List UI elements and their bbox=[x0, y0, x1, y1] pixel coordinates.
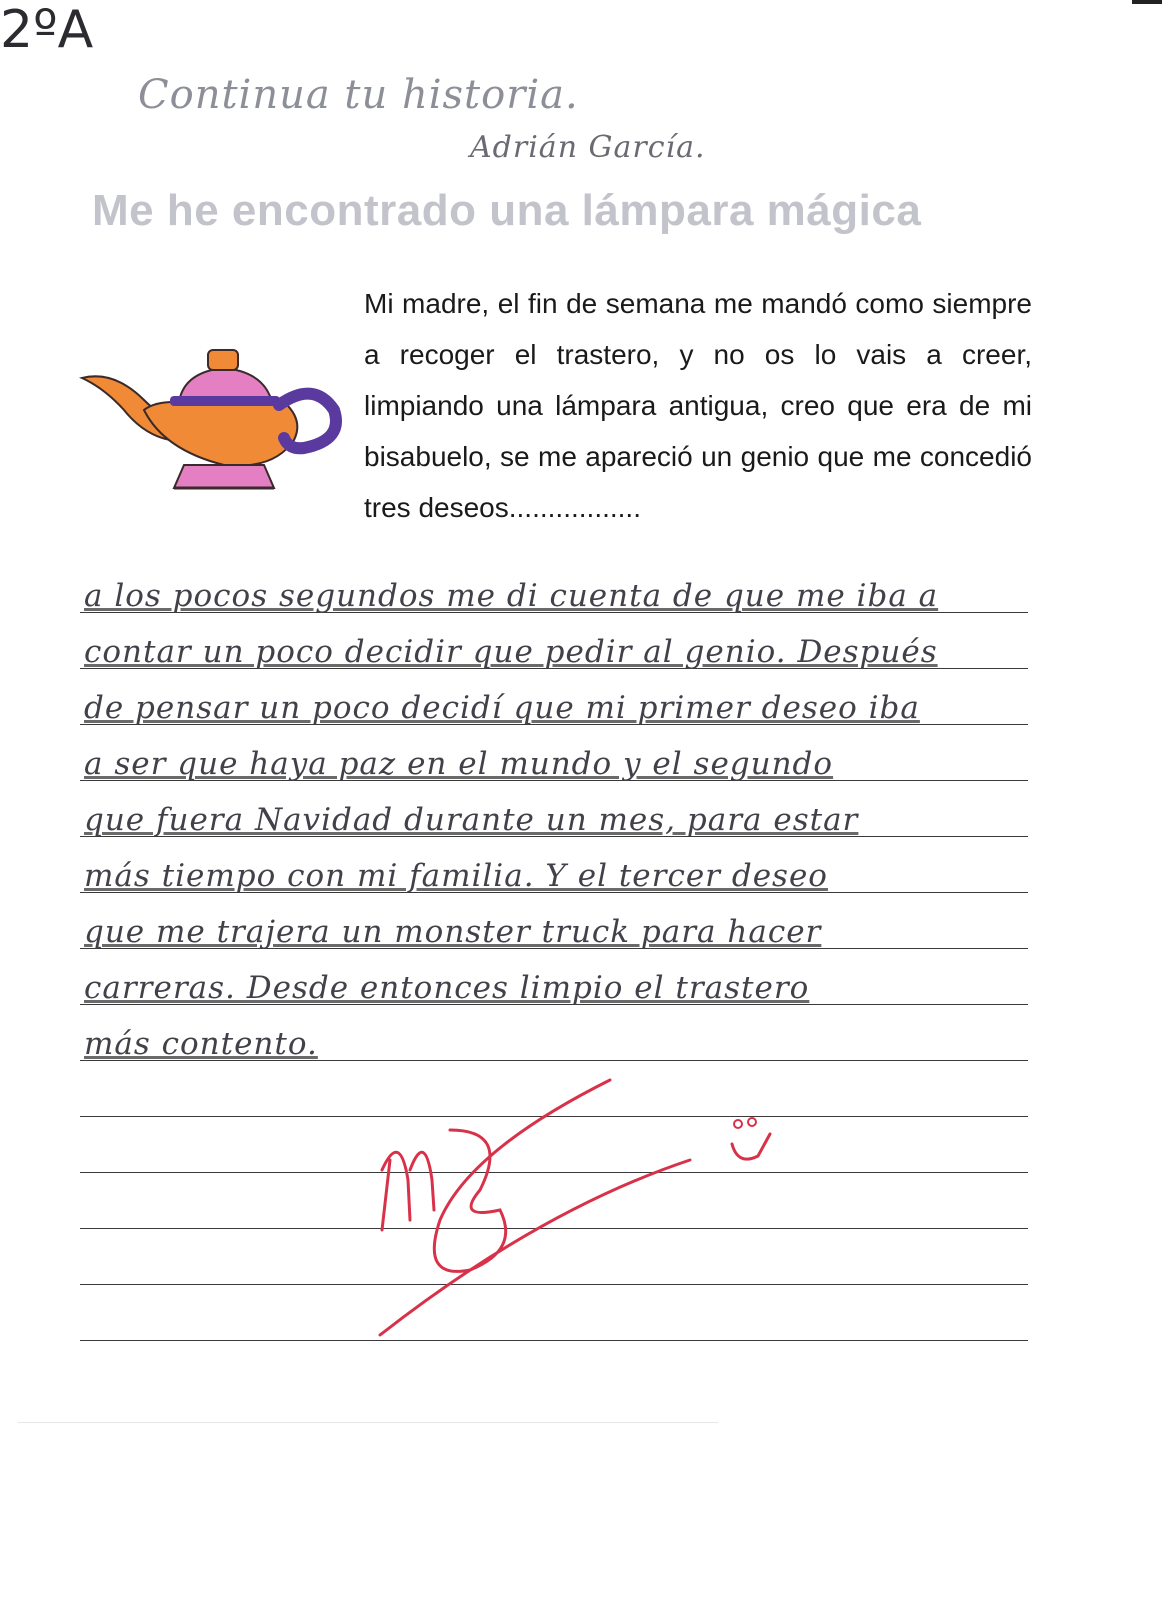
story-prompt: Mi madre, el fin de semana me mandó como siempre a recoger el trastero, y no os lo vais a creer, limpiando una lámpara antigua, creo que era de mi bisabuelo, se me apareció un genio que me concedió tres deseos................. bbox=[364, 288, 1032, 523]
student-name: Adrián García. bbox=[470, 130, 706, 165]
handwritten-line: a ser que haya paz en el mundo y el segundo bbox=[84, 746, 834, 782]
magic-lamp-icon bbox=[74, 340, 344, 500]
handwritten-line: de pensar un poco decidí que mi primer deseo iba bbox=[84, 690, 920, 726]
scan-edge-mark bbox=[1132, 0, 1162, 4]
teacher-signature bbox=[360, 1070, 720, 1360]
handwritten-line: más tiempo con mi familia. Y el tercer deseo bbox=[84, 858, 828, 894]
handwritten-line: más contento. bbox=[84, 1026, 318, 1062]
handwritten-line: que me trajera un monster truck para hacer bbox=[84, 914, 822, 950]
handwritten-line: a los pocos segundos me di cuenta de que me iba a bbox=[84, 578, 939, 614]
handwritten-line: carreras. Desde entonces limpio el trastero bbox=[84, 970, 810, 1006]
handwritten-line: contar un poco decidir que pedir al genio. Después bbox=[84, 634, 938, 670]
page-title: Me he encontrado una lámpara mágica bbox=[92, 186, 922, 235]
instruction-heading: Continua tu historia. bbox=[138, 72, 579, 118]
page-bottom-rule bbox=[18, 1422, 718, 1423]
handwritten-line: que fuera Navidad durante un mes, para estar bbox=[84, 802, 859, 838]
smiley-icon bbox=[718, 1114, 788, 1174]
student-class: 2ºA bbox=[0, 0, 94, 60]
